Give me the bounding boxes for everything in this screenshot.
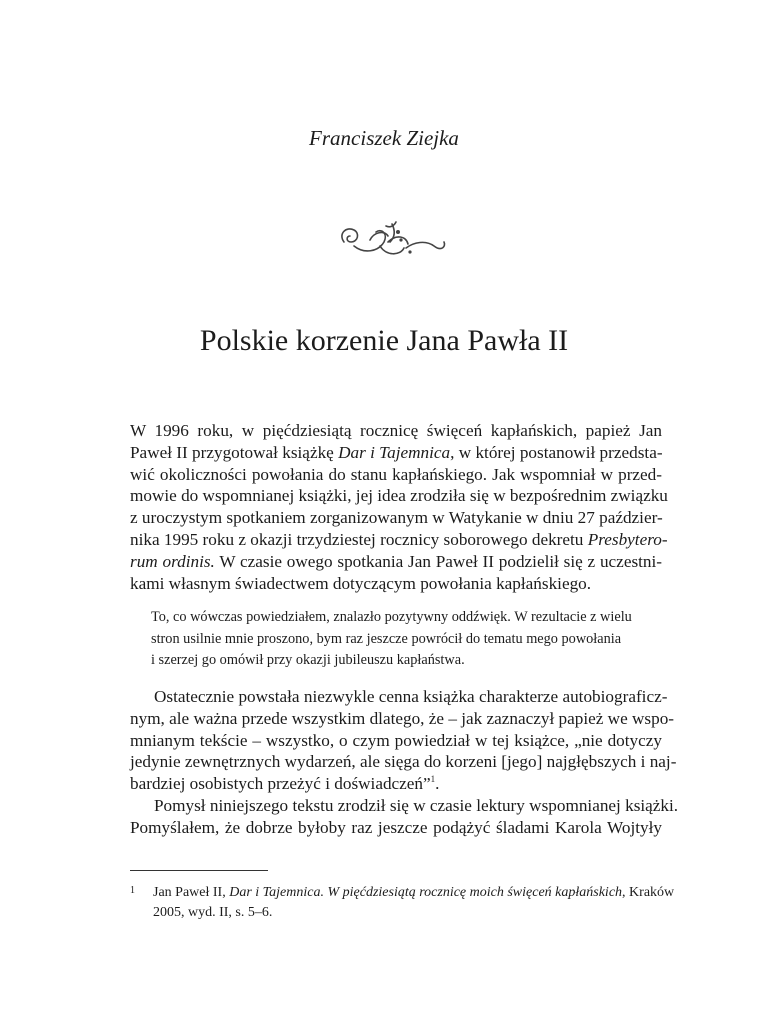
paragraph-2 — [130, 686, 679, 839]
quote-line: To, co wówczas powiedziałem, znalazło pozytywny oddźwięk. W rezultacie z wielu — [151, 609, 632, 625]
footnote-text — [153, 883, 675, 923]
text-line: Pomyślałem, że dobrze byłoby raz jeszcze podążyć śladami Karola Wojtyły — [130, 817, 662, 837]
quote-line: stron usilnie mnie proszono, bym raz jeszcze powrócił do tematu mego powołania — [151, 630, 622, 647]
footnote-number: 1 — [130, 885, 135, 896]
footnote-divider — [130, 870, 268, 871]
text-line: Ostatecznie powstała niezwykle cenna książka charakterze autobiograficz- — [154, 687, 668, 706]
paragraph-1 — [130, 420, 668, 594]
text-line: mowie do wspomnianej książki, jej idea zrodziła się w bezpośrednim związku — [130, 486, 668, 506]
cited-title: Dar i Tajemnica. W pięćdziesiątą rocznicę moich święceń kapłańskich — [229, 885, 623, 900]
text-line: rum ordinis. W czasie owego spotkania Jan Paweł II podzielił się z uczestni- — [130, 551, 662, 571]
footnote-line: 2005, wyd. II, s. 5–6. — [153, 905, 273, 920]
text-line: Paweł II przygotował książkę Dar i Tajemnica, w której postanowił przedsta- — [130, 442, 663, 462]
text-line: kami własnym świadectwem dotyczącym powołania kapłańskiego. — [130, 573, 592, 593]
book-title: Dar i Tajemnica — [338, 442, 451, 462]
block-quote — [151, 607, 641, 672]
text-line: bardziej osobistych przeżyć i doświadczeń”$^1$. — [130, 774, 440, 794]
text-line: nika 1995 roku z okazji trzydziestej rocznicy soborowego dekretu Presbytero- — [130, 529, 668, 549]
flourish-ornament-icon — [334, 212, 454, 270]
author-name: Franciszek Ziejka — [309, 126, 459, 150]
text-line: Pomysł niniejszego tekstu zrodził się w czasie lektury wspomnianej książki. — [154, 795, 679, 815]
decree-title: Presbytero- — [587, 529, 668, 549]
text-line: mnianym tekście – wszystko, o czym powiedział w tej książce, „nie dotyczy — [130, 730, 662, 750]
footnote-reference: 1 — [430, 774, 436, 785]
footnote-line: Jan Paweł II, Dar i Tajemnica. W pięćdziesiątą rocznicę moich święceń kapłańskich, Kraków — [153, 885, 675, 900]
text-line: W 1996 roku, w pięćdziesiątą rocznicę święceń kapłańskich, papież Jan — [130, 421, 662, 440]
text-line: jedynie zewnętrznych wydarzeń, ale sięga do korzeni [jego] najgłębszych i naj- — [130, 752, 677, 772]
quote-line: i szerzej go omówił przy okazji jubileuszu kapłaństwa. — [151, 652, 465, 668]
article-title: Polskie korzenie Jana Pawła II — [199, 324, 569, 357]
text-line: nym, ale ważna przede wszystkim dlatego, że – jak zaznaczył papież we wspo- — [130, 708, 675, 728]
decree-title: rum ordinis. — [130, 551, 215, 571]
text-line: wić okoliczności powołania do stanu kapłańskiego. Jak wspomniał w przed- — [130, 464, 662, 484]
text-line: z uroczystym spotkaniem zorganizowanym w Watykanie w dniu 27 paździer- — [130, 508, 663, 528]
